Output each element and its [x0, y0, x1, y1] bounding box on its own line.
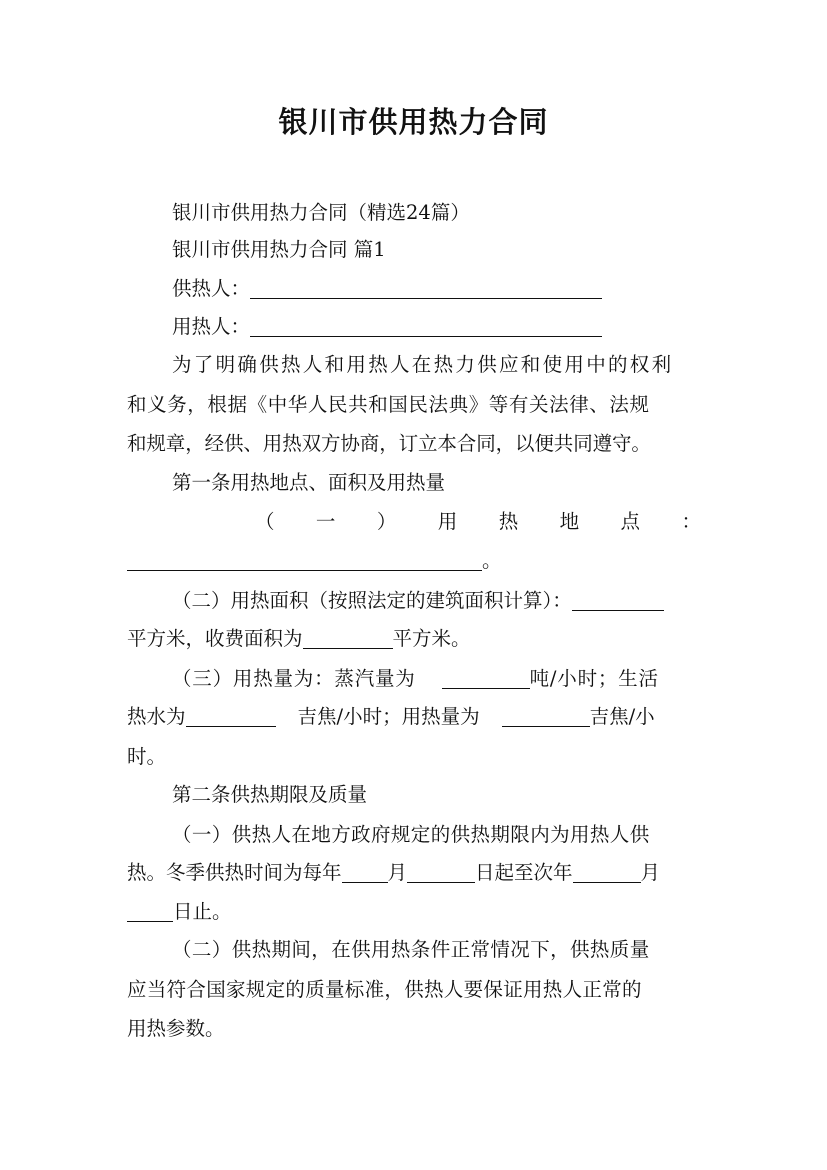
article2-item1-line2	[127, 854, 701, 893]
hot-water-label: 热水为	[127, 705, 186, 728]
article1-item1-label	[255, 503, 701, 542]
end-day-blank[interactable]	[127, 902, 173, 923]
party-b-line	[127, 308, 746, 347]
item1-char: （	[255, 510, 275, 533]
document-title: 银川市供用热力合同	[278, 105, 549, 139]
item1-char: ）	[376, 510, 397, 533]
item1-char: 热	[498, 510, 519, 533]
article2-item2-line3: 用热参数。	[127, 1017, 225, 1040]
article1-item2-line2	[127, 620, 701, 659]
article1-item3-line1	[127, 660, 746, 699]
party-a-blank[interactable]	[250, 279, 602, 300]
end-day-label: 日止。	[173, 900, 232, 923]
steam-unit: 吨/小时；生活	[529, 667, 659, 690]
heat-amount-unit: 吉焦/小	[589, 705, 655, 728]
section-heading: 银川市供用热力合同 篇1	[172, 238, 386, 261]
article1-item3-line3: 时。	[127, 745, 167, 768]
item1-char: 用	[437, 510, 458, 533]
article2-title: 第二条供热期限及质量	[172, 783, 368, 806]
steam-blank[interactable]	[442, 669, 530, 690]
area-label: （二）用热面积（按照法定的建筑面积计算）：	[172, 589, 572, 612]
article1-item1-blank-line	[127, 542, 701, 581]
article2-item2-line2: 应当符合国家规定的质量标准，供热人要保证用热人正常的	[127, 978, 642, 1001]
intro-line-2: 和义务，根据《中华人民共和国民法典》等有关法律、法规	[127, 393, 650, 416]
article1-item2-line1	[127, 582, 746, 621]
document-subtitle: 银川市供用热力合同（精选24篇）	[172, 201, 470, 224]
next-year-label: 日起至次年	[475, 861, 573, 884]
party-b-label: 用热人：	[172, 315, 251, 338]
month-unit-2: 月	[640, 861, 661, 884]
hot-water-unit: 吉焦/小时；用热量为	[297, 705, 480, 728]
article2-item1-line3	[127, 893, 701, 932]
hot-water-blank[interactable]	[186, 707, 276, 728]
heat-amount-blank[interactable]	[502, 707, 590, 728]
item1-char: 地	[559, 510, 580, 533]
start-day-blank[interactable]	[407, 863, 475, 884]
article1-item1-line	[255, 503, 701, 542]
intro-line-3: 和规章，经供、用热双方协商，订立本合同，以便共同遵守。	[127, 432, 651, 455]
item1-char: ：	[681, 510, 701, 533]
party-a-label: 供热人：	[172, 277, 251, 300]
charge-area-blank[interactable]	[303, 629, 393, 650]
steam-label: （三）用热量为：蒸汽量为	[172, 667, 416, 690]
intro-line-1: 为了明确供热人和用热人在热力供应和使用中的权利	[172, 353, 674, 376]
location-blank[interactable]	[127, 551, 482, 572]
article2-item2-line1: （二）供热期间，在供用热条件正常情况下，供热质量	[172, 938, 650, 961]
party-a-line	[127, 270, 746, 309]
month-unit-1: 月	[387, 861, 408, 884]
item1-char: 一	[315, 510, 336, 533]
article1-item3-line2	[127, 698, 701, 737]
start-month-blank[interactable]	[342, 863, 388, 884]
end-month-blank[interactable]	[573, 863, 641, 884]
article1-title: 第一条用热地点、面积及用热量	[172, 471, 446, 494]
period-label: 热。冬季供热时间为每年	[127, 861, 342, 884]
charge-area-unit: 平方米。	[392, 627, 471, 650]
area-blank[interactable]	[572, 591, 664, 612]
location-end: 。	[482, 549, 502, 572]
item1-char: 点	[620, 510, 641, 533]
charge-area-label: 平方米，收费面积为	[127, 627, 303, 650]
party-b-blank[interactable]	[250, 317, 602, 338]
article2-item1-line1: （一）供热人在地方政府规定的供热期限内为用热人供	[172, 823, 650, 846]
